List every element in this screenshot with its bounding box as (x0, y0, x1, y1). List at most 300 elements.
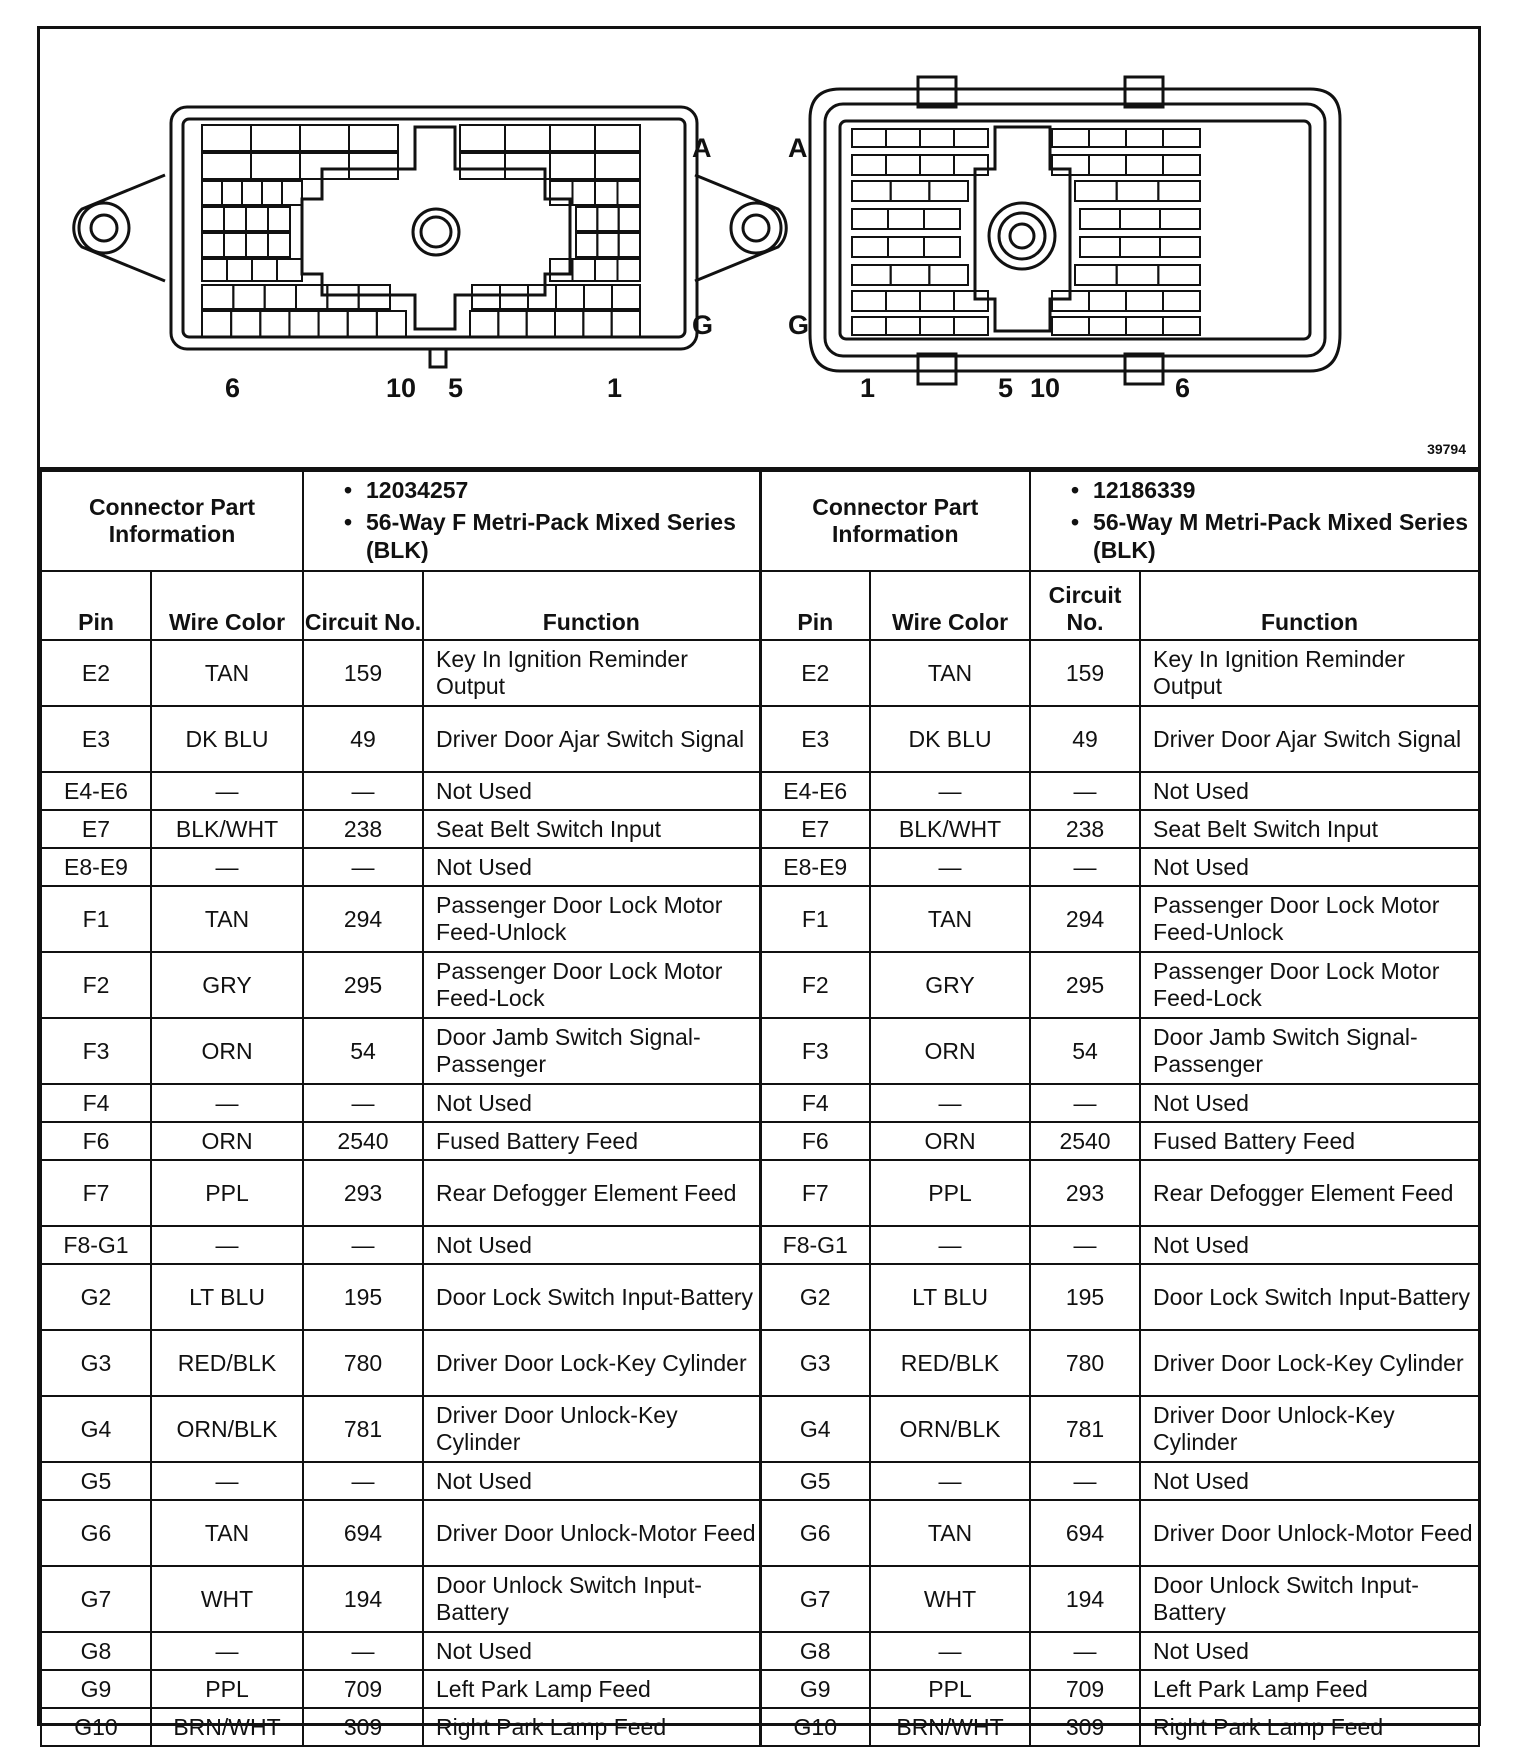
cavity (224, 233, 246, 257)
pinout-table (40, 470, 1478, 1747)
left-col-6-label: 6 (225, 373, 241, 403)
cavity (300, 153, 349, 179)
right-circuit-cell: 54 (1030, 1018, 1140, 1084)
blade-slot (852, 291, 886, 311)
right-function-header: Function (1140, 571, 1479, 640)
right-function-cell: Not Used (1140, 1084, 1479, 1122)
right-col-10-label: 10 (1030, 373, 1061, 403)
left-wire-color-cell: TAN (151, 640, 303, 706)
table-row (41, 952, 1479, 1018)
table-row (41, 1122, 1479, 1160)
cavity (528, 285, 556, 309)
right-pin-header: Pin (760, 571, 870, 640)
cavity (595, 259, 618, 281)
right-wire-color-cell: BLK/WHT (870, 810, 1030, 848)
right-circuit-cell: — (1030, 772, 1140, 810)
right-pin-cell: E3 (760, 706, 870, 772)
blade-slot (852, 237, 888, 257)
right-circuit-cell: 238 (1030, 810, 1140, 848)
cavity (202, 153, 251, 179)
right-pin-cell: E8-E9 (760, 848, 870, 886)
left-pin-cell: G2 (41, 1264, 151, 1330)
female-connector-drawing (74, 107, 787, 367)
cavity (242, 181, 262, 205)
left-part-number: • 12034257 (344, 476, 759, 504)
right-connector-info-label: Connector Part Information (760, 471, 1030, 571)
left-circuit-cell: 194 (303, 1566, 423, 1632)
table-row (41, 886, 1479, 952)
blade-slot (1160, 237, 1200, 257)
cavity (498, 311, 526, 337)
table-row (41, 1226, 1479, 1264)
left-wire-color-cell: ORN/BLK (151, 1396, 303, 1462)
blade-slot (852, 155, 886, 175)
left-pin-cell: G10 (41, 1708, 151, 1746)
cavity (573, 259, 596, 281)
cavity (202, 207, 224, 231)
right-col-5-label: 5 (998, 373, 1014, 403)
right-circuit-cell: 195 (1030, 1264, 1140, 1330)
right-pin-cell: G10 (760, 1708, 870, 1746)
cavity (327, 285, 358, 309)
right-circuit-cell: 309 (1030, 1708, 1140, 1746)
right-function-cell: Not Used (1140, 1462, 1479, 1500)
cavity (233, 285, 264, 309)
left-connector-info (303, 471, 760, 571)
right-circuit-cell: — (1030, 1084, 1140, 1122)
left-wire-color-cell: LT BLU (151, 1264, 303, 1330)
left-pin-cell: G9 (41, 1670, 151, 1708)
right-circuit-cell: 780 (1030, 1330, 1140, 1396)
right-pin-cell: G6 (760, 1500, 870, 1566)
right-circuit-cell: 159 (1030, 640, 1140, 706)
right-function-cell: Seat Belt Switch Input (1140, 810, 1479, 848)
left-pin-cell: G8 (41, 1632, 151, 1670)
blade-slot (1163, 291, 1200, 311)
left-pin-cell: G4 (41, 1396, 151, 1462)
pinout-rows (41, 640, 1479, 1746)
cavity (583, 311, 611, 337)
cavity (202, 125, 251, 151)
right-connector-info (1030, 471, 1479, 571)
left-circuit-cell: — (303, 1084, 423, 1122)
blade-slot (1089, 155, 1126, 175)
cavity (202, 285, 233, 309)
right-row-g-label: G (788, 310, 810, 340)
blade-slot (1158, 265, 1200, 285)
connector-drawing (40, 29, 1478, 467)
right-pin-cell: G5 (760, 1462, 870, 1500)
cavity (349, 125, 398, 151)
cavity (584, 285, 612, 309)
left-circuit-cell: 195 (303, 1264, 423, 1330)
left-wire-color-cell: BRN/WHT (151, 1708, 303, 1746)
right-function-cell: Fused Battery Feed (1140, 1122, 1479, 1160)
left-circuit-cell: 780 (303, 1330, 423, 1396)
right-pin-cell: F6 (760, 1122, 870, 1160)
table-row (41, 1330, 1479, 1396)
right-wire-color-cell: — (870, 1632, 1030, 1670)
cavity (222, 181, 242, 205)
left-wire-color-cell: TAN (151, 1500, 303, 1566)
right-function-cell: Not Used (1140, 1226, 1479, 1264)
left-function-cell: Passenger Door Lock Motor Feed-Lock (423, 952, 760, 1018)
cavity (202, 181, 222, 205)
left-wire-color-cell: DK BLU (151, 706, 303, 772)
left-circuit-cell: 309 (303, 1708, 423, 1746)
table-row (41, 1462, 1479, 1500)
right-wire-color-cell: BRN/WHT (870, 1708, 1030, 1746)
blade-slot (1126, 129, 1163, 147)
blade-slot (886, 155, 920, 175)
left-pin-cell: E4-E6 (41, 772, 151, 810)
blade-slot (1117, 265, 1159, 285)
left-function-cell: Passenger Door Lock Motor Feed-Unlock (423, 886, 760, 952)
cavity (268, 207, 290, 231)
cavity (246, 207, 268, 231)
blade-slot (1163, 129, 1200, 147)
right-function-cell: Driver Door Ajar Switch Signal (1140, 706, 1479, 772)
left-function-cell: Driver Door Unlock-Key Cylinder (423, 1396, 760, 1462)
table-row (41, 1160, 1479, 1226)
right-wire-color-header: Wire Color (870, 571, 1030, 640)
right-part-number: • 12186339 (1071, 476, 1478, 504)
left-pin-cell: F4 (41, 1084, 151, 1122)
left-wire-color-cell: WHT (151, 1566, 303, 1632)
left-circuit-cell: 295 (303, 952, 423, 1018)
left-function-cell: Driver Door Ajar Switch Signal (423, 706, 760, 772)
blade-slot (1163, 317, 1200, 335)
left-function-cell: Not Used (423, 772, 760, 810)
left-pin-cell: F1 (41, 886, 151, 952)
right-function-cell: Not Used (1140, 1632, 1479, 1670)
cavity (612, 285, 640, 309)
blade-slot (1089, 317, 1126, 335)
cavity (618, 181, 641, 205)
table-row (41, 1018, 1479, 1084)
right-pin-cell: F1 (760, 886, 870, 952)
cavity (595, 153, 640, 179)
blade-slot (1080, 237, 1120, 257)
figure-number: 39794 (1427, 441, 1466, 457)
right-circuit-cell: 194 (1030, 1566, 1140, 1632)
left-col-1-label: 1 (607, 373, 623, 403)
cavity (251, 153, 300, 179)
right-wire-color-cell: — (870, 1084, 1030, 1122)
right-function-cell: Driver Door Unlock-Motor Feed (1140, 1500, 1479, 1566)
right-col-6-label: 6 (1175, 373, 1191, 403)
left-function-cell: Not Used (423, 1084, 760, 1122)
cavity (202, 259, 227, 281)
left-col-5-label: 5 (448, 373, 464, 403)
cavity (251, 125, 300, 151)
cavity (202, 311, 231, 337)
left-function-cell: Door Unlock Switch Input-Battery (423, 1566, 760, 1632)
left-wire-color-cell: — (151, 1462, 303, 1500)
right-pin-cell: F2 (760, 952, 870, 1018)
right-wire-color-cell: ORN (870, 1122, 1030, 1160)
right-wire-color-cell: TAN (870, 640, 1030, 706)
cavity (268, 233, 290, 257)
cavity (576, 207, 597, 231)
right-wire-color-cell: PPL (870, 1670, 1030, 1708)
cavity (550, 125, 595, 151)
left-function-cell: Seat Belt Switch Input (423, 810, 760, 848)
left-circuit-cell: — (303, 1226, 423, 1264)
left-wire-color-header: Wire Color (151, 571, 303, 640)
right-pin-cell: F7 (760, 1160, 870, 1226)
right-function-cell: Door Unlock Switch Input-Battery (1140, 1566, 1479, 1632)
blade-slot (886, 291, 920, 311)
right-row-a-label: A (788, 133, 808, 163)
left-pin-cell: G7 (41, 1566, 151, 1632)
blade-slot (1117, 181, 1159, 201)
right-pin-cell: G3 (760, 1330, 870, 1396)
right-function-cell: Driver Door Lock-Key Cylinder (1140, 1330, 1479, 1396)
right-circuit-header: Circuit No. (1030, 571, 1140, 640)
right-wire-color-cell: — (870, 1462, 1030, 1500)
left-circuit-cell: 294 (303, 886, 423, 952)
blade-slot (891, 265, 930, 285)
left-function-cell: Not Used (423, 1226, 760, 1264)
cavity (349, 153, 398, 179)
left-circuit-cell: 694 (303, 1500, 423, 1566)
cavity (595, 125, 640, 151)
left-circuit-cell: 49 (303, 706, 423, 772)
right-circuit-cell: 709 (1030, 1670, 1140, 1708)
left-function-cell: Rear Defogger Element Feed (423, 1160, 760, 1226)
cavity (550, 153, 595, 179)
cavity (619, 207, 640, 231)
left-wire-color-cell: — (151, 1632, 303, 1670)
right-circuit-cell: — (1030, 848, 1140, 886)
right-circuit-cell: 293 (1030, 1160, 1140, 1226)
cavity (460, 125, 505, 151)
right-function-cell: Not Used (1140, 772, 1479, 810)
cavity (252, 259, 277, 281)
right-function-cell: Left Park Lamp Feed (1140, 1670, 1479, 1708)
cavity (265, 285, 296, 309)
left-circuit-cell: 54 (303, 1018, 423, 1084)
blade-slot (852, 129, 886, 147)
blade-slot (888, 237, 924, 257)
blade-slot (1120, 209, 1160, 229)
cavity (619, 233, 640, 257)
left-circuit-cell: 2540 (303, 1122, 423, 1160)
right-circuit-cell: — (1030, 1226, 1140, 1264)
left-wire-color-cell: GRY (151, 952, 303, 1018)
blade-slot (920, 317, 954, 335)
blade-slot (852, 181, 891, 201)
cavity (470, 311, 498, 337)
right-function-cell: Door Lock Switch Input-Battery (1140, 1264, 1479, 1330)
blade-slot (1075, 265, 1117, 285)
blade-slot (886, 317, 920, 335)
left-function-header: Function (423, 571, 760, 640)
cavity (472, 285, 500, 309)
blade-slot (929, 181, 968, 201)
left-circuit-cell: — (303, 772, 423, 810)
table-row (41, 1566, 1479, 1632)
blade-slot (886, 129, 920, 147)
blade-slot (1089, 129, 1126, 147)
left-function-cell: Door Jamb Switch Signal-Passenger (423, 1018, 760, 1084)
left-function-cell: Driver Door Lock-Key Cylinder (423, 1330, 760, 1396)
right-wire-color-cell: PPL (870, 1160, 1030, 1226)
left-pin-cell: G5 (41, 1462, 151, 1500)
cavity (260, 311, 289, 337)
left-wire-color-cell: — (151, 848, 303, 886)
left-pin-header: Pin (41, 571, 151, 640)
cavity (597, 207, 618, 231)
right-circuit-cell: 295 (1030, 952, 1140, 1018)
right-wire-color-cell: ORN (870, 1018, 1030, 1084)
cavity (555, 311, 583, 337)
right-pin-cell: G4 (760, 1396, 870, 1462)
blade-slot (1163, 155, 1200, 175)
blade-slot (1126, 317, 1163, 335)
left-circuit-cell: 238 (303, 810, 423, 848)
left-pin-cell: F3 (41, 1018, 151, 1084)
left-wire-color-cell: BLK/WHT (151, 810, 303, 848)
left-wire-color-cell: — (151, 1226, 303, 1264)
left-wire-color-cell: TAN (151, 886, 303, 952)
blade-slot (1080, 209, 1120, 229)
left-function-cell: Not Used (423, 848, 760, 886)
cavity (527, 311, 555, 337)
table-row (41, 1708, 1479, 1746)
cavity (300, 125, 349, 151)
right-pin-cell: F4 (760, 1084, 870, 1122)
left-function-cell: Left Park Lamp Feed (423, 1670, 760, 1708)
left-circuit-cell: 709 (303, 1670, 423, 1708)
right-wire-color-cell: DK BLU (870, 706, 1030, 772)
cavity (505, 125, 550, 151)
right-circuit-cell: 294 (1030, 886, 1140, 952)
right-pin-cell: G2 (760, 1264, 870, 1330)
left-wire-color-cell: — (151, 772, 303, 810)
blade-slot (1052, 317, 1089, 335)
blade-slot (852, 265, 891, 285)
blade-slot (1126, 155, 1163, 175)
left-function-cell: Driver Door Unlock-Motor Feed (423, 1500, 760, 1566)
table-row (41, 1500, 1479, 1566)
left-connector-description: • 56-Way F Metri-Pack Mixed Series (BLK) (344, 508, 759, 564)
cavity (612, 311, 640, 337)
left-function-cell: Not Used (423, 1462, 760, 1500)
right-wire-color-cell: TAN (870, 886, 1030, 952)
right-wire-color-cell: RED/BLK (870, 1330, 1030, 1396)
right-pin-cell: G8 (760, 1632, 870, 1670)
cavity (618, 259, 641, 281)
left-pin-cell: G3 (41, 1330, 151, 1396)
right-function-cell: Rear Defogger Element Feed (1140, 1160, 1479, 1226)
blade-slot (924, 209, 960, 229)
cavity (595, 181, 618, 205)
left-circuit-cell: 159 (303, 640, 423, 706)
right-pin-cell: F8-G1 (760, 1226, 870, 1264)
right-circuit-cell: 2540 (1030, 1122, 1140, 1160)
right-wire-color-cell: WHT (870, 1566, 1030, 1632)
right-function-cell: Not Used (1140, 848, 1479, 886)
left-pin-cell: E8-E9 (41, 848, 151, 886)
blade-slot (888, 209, 924, 229)
blade-slot (1075, 181, 1117, 201)
blade-slot (891, 181, 930, 201)
cavity (202, 233, 224, 257)
left-circuit-cell: 781 (303, 1396, 423, 1462)
right-pin-cell: E4-E6 (760, 772, 870, 810)
left-pin-cell: E2 (41, 640, 151, 706)
table-row (41, 772, 1479, 810)
left-circuit-header: Circuit No. (303, 571, 423, 640)
cavity (576, 233, 597, 257)
right-function-cell: Driver Door Unlock-Key Cylinder (1140, 1396, 1479, 1462)
left-circuit-cell: — (303, 1632, 423, 1670)
right-function-cell: Key In Ignition Reminder Output (1140, 640, 1479, 706)
right-connector-description: • 56-Way M Metri-Pack Mixed Series (BLK) (1071, 508, 1478, 564)
blade-slot (1052, 129, 1089, 147)
left-pin-cell: F6 (41, 1122, 151, 1160)
connector-figure (40, 29, 1478, 470)
cavity (319, 311, 348, 337)
blade-slot (929, 265, 968, 285)
cavity (348, 311, 377, 337)
left-wire-color-cell: ORN (151, 1018, 303, 1084)
blade-slot (954, 155, 988, 175)
right-function-cell: Right Park Lamp Feed (1140, 1708, 1479, 1746)
right-wire-color-cell: — (870, 1226, 1030, 1264)
left-circuit-cell: 293 (303, 1160, 423, 1226)
cavity (505, 153, 550, 179)
right-pin-cell: E2 (760, 640, 870, 706)
left-pin-cell: G6 (41, 1500, 151, 1566)
left-function-cell: Door Lock Switch Input-Battery (423, 1264, 760, 1330)
cavity (377, 311, 406, 337)
right-function-cell: Passenger Door Lock Motor Feed-Unlock (1140, 886, 1479, 952)
left-col-10-label: 10 (386, 373, 417, 403)
right-wire-color-cell: — (870, 772, 1030, 810)
right-pin-cell: E7 (760, 810, 870, 848)
cavity (231, 311, 260, 337)
left-pin-cell: F2 (41, 952, 151, 1018)
right-wire-color-cell: LT BLU (870, 1264, 1030, 1330)
right-circuit-cell: — (1030, 1462, 1140, 1500)
blade-slot (1126, 291, 1163, 311)
left-function-cell: Fused Battery Feed (423, 1122, 760, 1160)
table-row (41, 810, 1479, 848)
table-row (41, 848, 1479, 886)
right-circuit-cell: 781 (1030, 1396, 1140, 1462)
right-wire-color-cell: TAN (870, 1500, 1030, 1566)
blade-slot (920, 129, 954, 147)
table-row (41, 1632, 1479, 1670)
cavity (262, 181, 282, 205)
right-function-cell: Passenger Door Lock Motor Feed-Lock (1140, 952, 1479, 1018)
left-circuit-cell: — (303, 848, 423, 886)
right-circuit-cell: — (1030, 1632, 1140, 1670)
right-pin-cell: G7 (760, 1566, 870, 1632)
right-wire-color-cell: — (870, 848, 1030, 886)
table-row (41, 706, 1479, 772)
blade-slot (1120, 237, 1160, 257)
cavity (282, 181, 302, 205)
left-circuit-cell: — (303, 1462, 423, 1500)
cavity (597, 233, 618, 257)
cavity (224, 207, 246, 231)
male-connector-drawing (810, 77, 1340, 384)
blade-slot (1158, 181, 1200, 201)
